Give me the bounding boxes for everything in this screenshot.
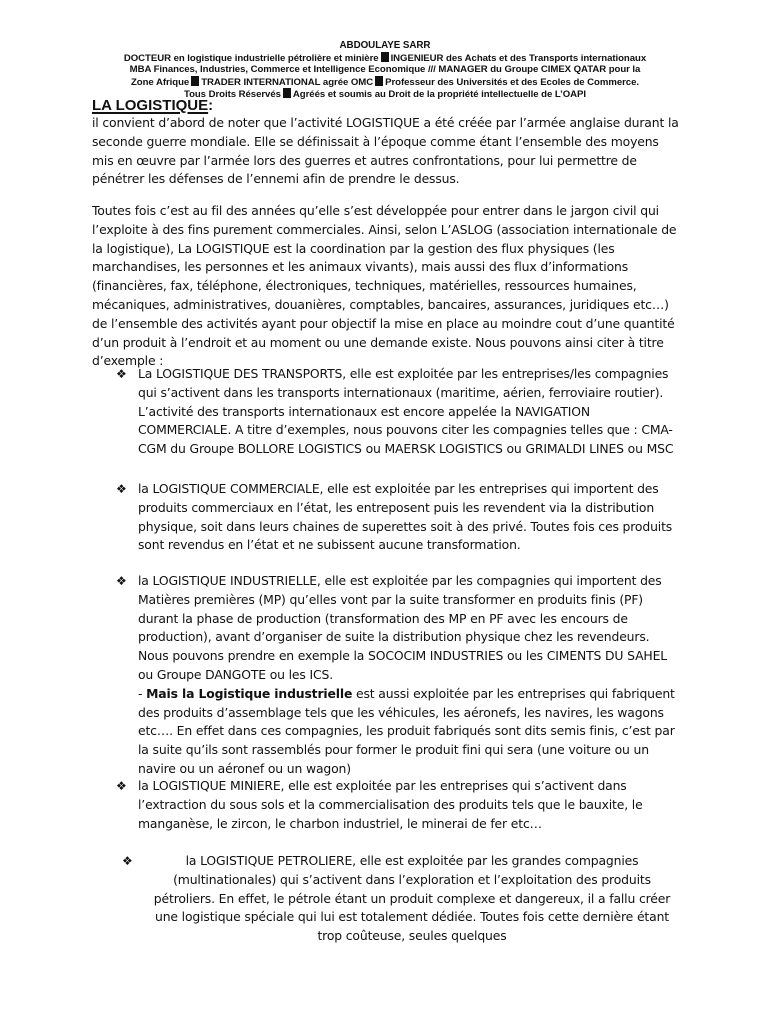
section-title-colon: :: [208, 97, 214, 114]
header-degree: DOCTEUR en logistique industrielle pétrolière et minière: [123, 52, 379, 64]
diamond-bullet-icon: ❖: [122, 854, 133, 868]
definition-paragraph: Toutes fois c’est au fil des années qu’elle s’est développée pour entrer dans le jargon civil qui l’exploite à des fins purement commerciales. Ainsi, selon L’ASLOG (association internationale de la logistique), La LOGISTIQUE est la coordination par la gestion des flux physiques (les marchandises, les personnes et les animaux vivants), mais aussi des flux d’informations (financières, fax, téléphone, électroniques, techniques, matérielles, ressources humaines, mécaniques, administratives, douanières, comptables, bancaires, assurances, juridiques etc…) de l’ensemble des activités ayant pour objectif la mise en place au moindre cout d’une quantité d’un produit à l’endroit et au moment ou une demande existe. Nous pouvons ainsi citer à titre d’exemple :: [92, 203, 677, 369]
square-separator-icon: [283, 88, 291, 98]
industrielle-dash: -: [138, 685, 147, 701]
section-title-text: LA LOGISTIQUE: [92, 97, 209, 114]
diamond-bullet-icon: ❖: [116, 574, 127, 588]
list-item-commerciale: la LOGISTIQUE COMMERCIALE, elle est exploitée par les entreprises qui importent des produits commerciaux en l’état, les entreposent puis les revendent via la distribution physique, soit dans leurs chaines de superettes soit à des privé. Toutes fois ces produits sont revendus en l’état et ne subissent aucune transformation.: [138, 481, 673, 553]
header-rights: Tous Droits Réservés: [183, 89, 281, 101]
list-item-industrielle: [138, 572, 678, 779]
header-professor: Professeur des Universités et des Ecoles de Commerce.: [385, 76, 639, 88]
list-item-transports: La LOGISTIQUE DES TRANSPORTS, elle est exploitée par les entreprises/les compagnies qui s’activent dans les transports internationaux (maritime, aérien, ferroviaire routier). L’activité des transports internationaux est encore appelée la NAVIGATION COMMERCIALE. A titre d’exemples, nous pouvons citer les compagnies telles que : CMA-CGM du Groupe BOLLORE LOGISTICS ou MAERSK LOGISTICS ou GRIMALDI LINES ou MSC: [138, 366, 674, 457]
diamond-bullet-icon: ❖: [116, 482, 127, 496]
header-line-3: [82, 76, 688, 89]
header-zone: Zone Afrique: [131, 76, 190, 88]
industrielle-text: la LOGISTIQUE INDUSTRIELLE, elle est exploitée par les compagnies qui importent des Matières premières (MP) qu’elles vont par la suite transformer en produits finis (PF) durant la phase de production (transformation des MP en PF avec les encours de production), avant d’organiser de suite la distribution physique chez les revendeurs. Nous pouvons prendre en exemple la SOCOCIM INDUSTRIES ou les CIMENTS DU SAHEL ou Groupe DANGOTE ou les ICS.: [138, 573, 668, 682]
list-item-petroliere: la LOGISTIQUE PETROLIERE, elle est exploitée par les grandes compagnies (multinationales) qui s’activent dans l’exploration et l’exploitation des produits pétroliers. En effet, le pétrole étant un produit complexe et dangereux, il a fallu créer une logistique spéciale qui lui est totalement dédiée. Toutes fois cette dernière étant trop coûteuse, seules quelques: [153, 853, 671, 944]
header-line-2: MBA Finances, Industries, Commerce et Intelligence Economique /// MANAGER du Groupe CIMEX QATAR pour la: [129, 64, 641, 76]
header-trader: TRADER INTERNATIONAL agrée OMC: [201, 76, 374, 88]
industrielle-rest-text: est aussi exploitée par les entreprises qui fabriquent des produits d’assemblage tels que les véhicules, les aéronefs, les navires, les wagons etc…. En effet dans ces compagnies, les produit fabriqués sont dits semis finis, c’est par la suite qu’ils sont rassemblés pour former le produit fini qui sera (une voiture ou un navire ou un aéronef ou un wagon): [138, 685, 675, 776]
section-title: [92, 97, 213, 115]
square-separator-icon: [191, 76, 199, 86]
diamond-bullet-icon: ❖: [116, 779, 127, 793]
square-separator-icon: [375, 76, 383, 86]
list-item-miniere: la LOGISTIQUE MINIERE, elle est exploitée par les entreprises qui s’activent dans l’extraction du sous sols et la commercialisation des produits tels que le bauxite, le manganèse, le zircon, le charbon industriel, le minerai de fer etc…: [138, 778, 643, 831]
author-header: [82, 40, 688, 101]
header-oapi: Agréés et soumis au Droit de la propriété intellectuelle de L’OAPI: [292, 89, 587, 101]
diamond-bullet-icon: ❖: [116, 367, 127, 381]
intro-paragraph: il convient d’abord de noter que l’activité LOGISTIQUE a été créée par l’armée anglaise durant la seconde guerre mondiale. Elle se définissait à l’époque comme étant l’ensemble des moyens mis en œuvre par l’armée lors des guerres et autres confrontations, pour lui permettre de pénétrer les défenses de l’ennemi afin de prendre le dessus.: [92, 115, 679, 187]
header-engineer: INGENIEUR des Achats et des Transports internationaux: [390, 52, 647, 64]
square-separator-icon: [381, 52, 389, 62]
header-line-1: [82, 52, 688, 65]
industrielle-bold-text: Mais la Logistique industrielle: [146, 685, 353, 701]
author-name: ABDOULAYE SARR: [339, 40, 431, 51]
